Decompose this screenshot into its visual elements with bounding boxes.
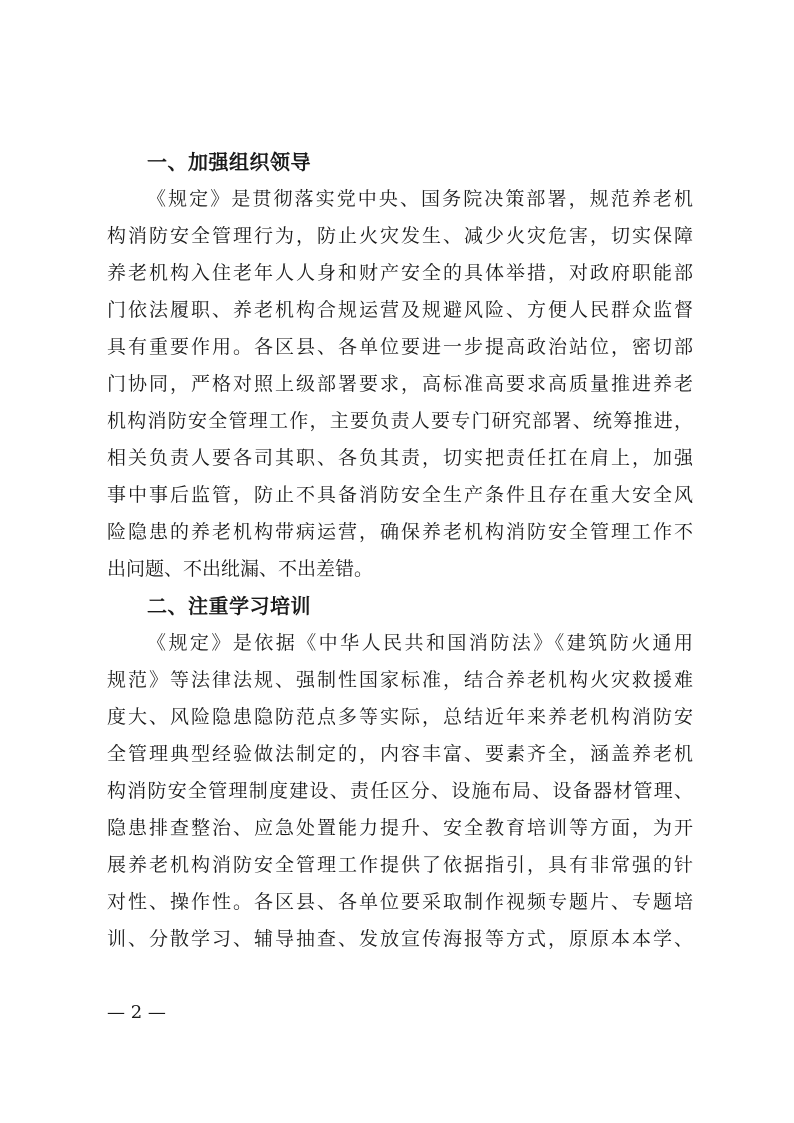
paragraph-line: 相关负责人要各司其职、各负其责，切实把责任扛在肩上，加强	[107, 447, 693, 469]
paragraph-line: 展养老机构消防安全管理工作提供了依据指引，具有非常强的针	[107, 854, 693, 876]
paragraph-line: 全管理典型经验做法制定的，内容丰富、要素齐全，涵盖养老机	[107, 743, 693, 765]
paragraph-line: 事中事后监管，防止不具备消防安全生产条件且存在重大安全风	[107, 484, 693, 506]
paragraph-line: 门依法履职、养老机构合规运营及规避风险、方便人民群众监督	[107, 299, 693, 321]
paragraph-line: 门协同，严格对照上级部署要求，高标准高要求高质量推进养老	[107, 373, 693, 395]
paragraph-line: 构消防安全管理行为，防止火灾发生、减少火灾危害，切实保障	[107, 225, 693, 247]
paragraph-line: 《规定》是依据《中华人民共和国消防法》《建筑防火通用	[147, 632, 693, 654]
paragraph-line: 度大、风险隐患隐防范点多等实际，总结近年来养老机构消防安	[107, 706, 693, 728]
paragraph-line: 养老机构入住老年人人身和财产安全的具体举措，对政府职能部	[107, 262, 693, 284]
page-number: — 2 —	[107, 1002, 166, 1023]
paragraph-line: 出问题、不出纰漏、不出差错。	[107, 558, 374, 580]
paragraph-line: 《规定》是贯彻落实党中央、国务院决策部署，规范养老机	[147, 188, 693, 210]
paragraph-line: 险隐患的养老机构带病运营，确保养老机构消防安全管理工作不	[107, 521, 693, 543]
paragraph-line: 训、分散学习、辅导抽查、发放宣传海报等方式，原原本本学、	[107, 928, 693, 950]
section-heading-1: 一、加强组织领导	[147, 150, 311, 174]
paragraph-line: 隐患排查整治、应急处置能力提升、安全教育培训等方面，为开	[107, 817, 693, 839]
document-body	[107, 144, 693, 958]
paragraph-line: 机构消防安全管理工作，主要负责人要专门研究部署、统筹推进，	[107, 410, 693, 432]
paragraph-line: 对性、操作性。各区县、各单位要采取制作视频专题片、专题培	[107, 891, 693, 913]
section-heading-2: 二、注重学习培训	[147, 594, 311, 618]
paragraph-line: 规范》等法律法规、强制性国家标准，结合养老机构火灾救援难	[107, 669, 693, 691]
paragraph-line: 具有重要作用。各区县、各单位要进一步提高政治站位，密切部	[107, 336, 693, 358]
paragraph-line: 构消防安全管理制度建设、责任区分、设施布局、设备器材管理、	[107, 780, 693, 802]
